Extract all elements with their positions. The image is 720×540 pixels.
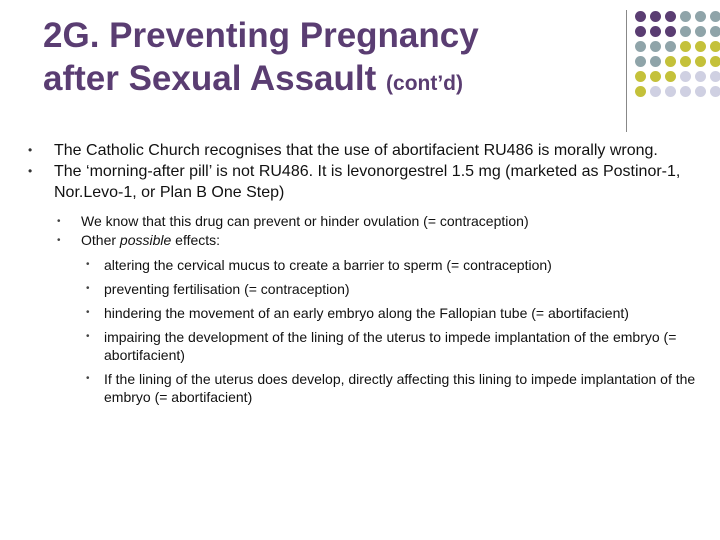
effect-item [26, 280, 706, 298]
title-line-2 [43, 57, 603, 105]
decorative-dot [650, 11, 661, 22]
decorative-dot [695, 71, 706, 82]
sub-bullet-item [26, 231, 706, 250]
effect-item [26, 256, 706, 274]
slide-body [26, 140, 706, 406]
bullet-dot-icon: • [86, 283, 90, 294]
bullet-dot-icon: • [86, 331, 90, 342]
decorative-dot [695, 41, 706, 52]
decorative-dot [680, 71, 691, 82]
decorative-dot [650, 71, 661, 82]
decorative-dot [680, 26, 691, 37]
bullet-dot-icon: • [86, 307, 90, 318]
bullet-item [26, 161, 706, 203]
decorative-dot [635, 26, 646, 37]
effect-item [26, 304, 706, 322]
effect-text: altering the cervical mucus to create a barrier to sperm (= contraception) [104, 257, 552, 273]
title-main-2: after Sexual Assault [43, 59, 377, 98]
bullet-text: The ‘morning-after pill’ is not RU486. It is levonorgestrel 1.5 mg (marketed as Postinor-1, Nor.Levo-1, or Plan B One Step) [54, 163, 681, 201]
decorative-dot [665, 26, 676, 37]
decorative-dot [665, 71, 676, 82]
bullet-dot-icon: • [28, 143, 33, 157]
sub-bullet-text: We know that this drug can prevent or hinder ovulation (= contraception) [81, 213, 529, 229]
title-line-1: 2G. Preventing Pregnancy [43, 16, 479, 55]
decorative-dot [710, 26, 720, 37]
decorative-dot [665, 56, 676, 67]
effect-item [26, 328, 706, 364]
decorative-dot [650, 26, 661, 37]
decorative-dot [695, 26, 706, 37]
effect-text: hindering the movement of an early embryo along the Fallopian tube (= abortifacient) [104, 305, 629, 321]
decorative-dot [710, 71, 720, 82]
decorative-dot [680, 56, 691, 67]
decorative-dot [710, 86, 720, 97]
decorative-dot [635, 71, 646, 82]
effect-text: If the lining of the uterus does develop, directly affecting this lining to impede implantation of the embryo (= abortifacient) [104, 371, 696, 405]
sub-bullet-text [81, 232, 220, 248]
decorative-dot [680, 41, 691, 52]
decorative-dot [635, 41, 646, 52]
text-pre: Other [81, 232, 120, 248]
bullet-item [26, 140, 706, 161]
sub-bullet-item [26, 212, 706, 231]
effect-text: impairing the development of the lining of the uterus to impede implantation of the embryo (= abortifacient) [104, 329, 677, 363]
text-post: effects: [171, 232, 221, 248]
bullet-dot-icon: • [86, 373, 90, 384]
decorative-dot [695, 11, 706, 22]
decorative-divider [626, 10, 627, 132]
decorative-dot [710, 11, 720, 22]
decorative-dot-grid [635, 11, 720, 101]
decorative-dot [695, 86, 706, 97]
bullet-dot-icon: • [57, 216, 61, 227]
bullet-text: The Catholic Church recognises that the use of abortifacient RU486 is morally wrong. [54, 142, 658, 159]
decorative-dot [665, 86, 676, 97]
bullet-dot-icon: • [28, 164, 33, 178]
decorative-dot [635, 86, 646, 97]
text-emphasis: possible [119, 232, 172, 248]
effect-item [26, 370, 706, 406]
decorative-dot [650, 86, 661, 97]
decorative-dot [695, 56, 706, 67]
title-suffix: (cont’d) [386, 72, 464, 95]
decorative-dot [650, 41, 661, 52]
decorative-dot [650, 56, 661, 67]
decorative-dot [665, 11, 676, 22]
slide-title [43, 14, 603, 105]
decorative-dot [680, 86, 691, 97]
decorative-dot [635, 11, 646, 22]
decorative-dot [710, 56, 720, 67]
decorative-dot [635, 56, 646, 67]
decorative-dot [680, 11, 691, 22]
effect-text: preventing fertilisation (= contraception) [104, 281, 350, 297]
decorative-dot [665, 41, 676, 52]
bullet-dot-icon: • [57, 235, 61, 246]
bullet-dot-icon: • [86, 259, 90, 270]
decorative-dot [710, 41, 720, 52]
